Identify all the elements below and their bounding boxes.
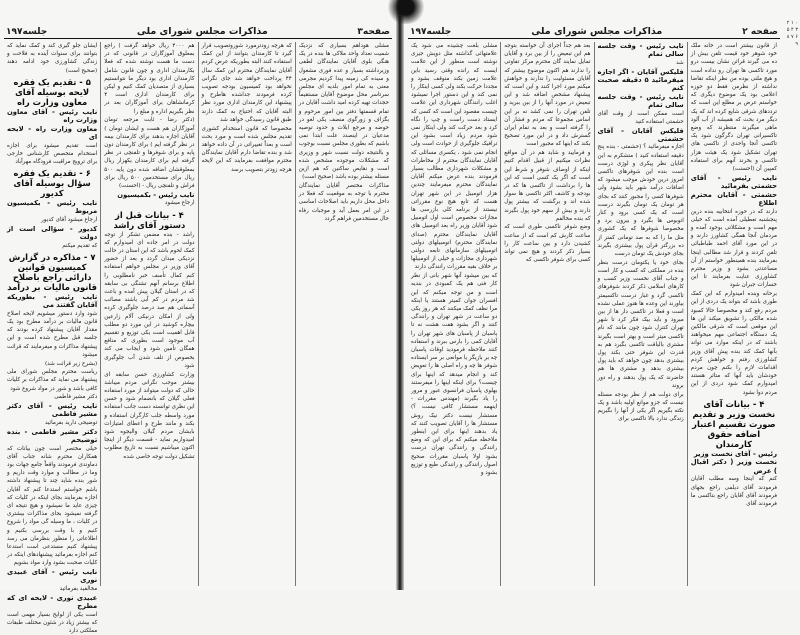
speaker-line: نخست وزیر ( دکتر اقبال ) عرض [690, 458, 777, 475]
speaker-line: نایب رئیس - بکمیسیون [117, 190, 195, 199]
paragraph: برای دولت هم از نظر بودجه مسئله نیست که جزو موانع اولیه باشد و یک نکته بگیریم اگر یکی از آنها را بگیریم زندگی ندارد بالا تاکسی برای [597, 391, 684, 423]
left-page-header [6, 26, 390, 38]
paragraph: شد [676, 59, 684, 66]
paragraph: ارجاع میشود آقای کدیور [41, 217, 98, 224]
left-page [0, 0, 396, 635]
paragraph: کنم که اینجا وسه مطلب آقایان فرمودند آقای دیلمی راجع بجهای فرمودند آقای آقایان راجع بتاکسی ما فرمودند آقای [690, 476, 777, 507]
paragraph: خیلی مختصر است چون بیانات که همکاران محترم شانه جناب آقای دماوندی فرمودند واقعاً جامع جهات بود وما در مطالب و موارد وقت داریم و شور بنده شاید چند تا پیشنهاد داشته باشم خواستم استدعا کنم که آقایان اجازه بفرمایند بجای اینکه در کلیات که چیزی عاید ما نمیشود و هیچ نتیجه ای گرفته نمیشود بجای مذاکرات بیشتری در کلیات ، ما وسیله گی مواد را شروع کنیم و با وقت بررسی بکنیم و اطلاعاتی را منظور بنظرمان می رسد پیشنهاد کنیم مستدعی است استدعا کنم اجازه بفرمائید پیشنهادهای اینکه در کلیات صحبت بشود وارد مواد بشویم [7, 445, 98, 567]
right-page-header [410, 26, 778, 38]
paragraph: ارجاع میشود [164, 200, 195, 207]
paragraph: مشلی هوداهم بسیاری که نزدیک شمیت نعداد واحد ملاکی ها بنده در یک هنگی بلوی آقایان نمایندگان لطفی وزیرداشته بسیار و عده فوری مشغول و سیده کی زمینه پیدا کردیم مجرمی معنی به تمام امور بلدیه ای مجلس سرتاسر محل موضوع آقایان مستقیماً حجدات تهیه کرده امید داشت آقایان در تمام قسمتها دفتر بین امور مرحوم و بگزاف و زورگوی منصف یکی لغو در حوضه و مرجع ایلات و حدود توصیه مدعیان در اینصدد علت ابتدا نمی باشیم که بطوری مجلس نسبت بوجوب و بالنتیجه دولت نسبت شهر و وزیری که مشکلات موجوده مشخص شده است و نقایص ساکنین که هم ازین مسئله بیشتر بوده باشد (صحیح است) [298, 43, 389, 181]
session-label: جلسه۱۹۷ [6, 27, 48, 37]
page-gutter [396, 0, 404, 590]
paragraph: از قانون بیشتر است در خانه ملک خود شوهر خود قیمت تلفن بیش از ده می گیرند قرائن نشان بیست درو مورد تاکسی ها تهران رو نداده است و هیچ ملتی بوده من نظر اینکه تقاضا نداشته از نظرمن فقط دو حوزه اعلامی بود یک موضوع دیگری که خواستم عرض بر مطلع این است که ترددهای شرقی شایع کرده اند که یک دیگر مرد بحث که همیشه از آب آلود ماهی میگیرند منتظرند که وضع تاکسیرانی تهران دگرگون شود یک تاکسی آنجا واحدی از تاکسی های تهران تشکیل شود یک هیئت هزار تاکسی و بخرند آنهم برای استفاده کمپین آن (احسنت) [690, 43, 777, 173]
paragraph: شود وارد دستور میشویم لایحه اصلاح قانون مالیات بر درآمد مطرح بود یک مقدار آقایان پیشنهاد کرده بودند که جلسه قبل مطرح شده است و این پیشنهاد مذاکرات و میفرمایند که قرائت میشود [7, 310, 98, 358]
paragraph: (دکتر رضا - ثابت مرجعه تومان آموزگاران هم هست و ایشان تومان ) آقایان اجازه بدهند برای کارمندان بیمه در نظر گرفته ایم ) برای کارمندان دون پایه و برای شوفرها و تلفنچی در نظر گرفته ایم برای کارمندان یکهزار ریال بمعلوقشان اضافه شده دون پایه ۵۰۰ ریال برای مستخدمین ۵۰۰ ریال برای فراش و تلفنچی ریال - (احسنت) [104, 117, 195, 189]
speaker-line: فلیکس آقایان - اگر اجازه میفرمائید ۵ دقیقه صحبت کنم [597, 67, 684, 93]
speaker-line: کدیور - سؤالی است از دولت [7, 224, 98, 242]
paragraph: که تقدیم میکنم [62, 242, 98, 249]
speaker-line: نایب رئیس - آقای حشمتی بفرمائید [690, 173, 777, 190]
speaker-line: فلیکس آقایان - آقای حشمتی [597, 126, 684, 143]
text-column [4, 42, 100, 635]
paragraph: ایشان جلو گیری کند و کمک نماید که بتوانند برای سنوات آینده به فلاحت و زندگی کشاورزی خود ادامه دهند (صحیح است) [7, 43, 98, 74]
right-page-columns [408, 42, 780, 586]
page-number: صفحه۳ [357, 27, 390, 37]
text-column [408, 42, 500, 586]
header-rule [408, 38, 780, 39]
paragraph: راشد - بنده مضمن تشکر از توجه دولت در امر جاده ای امیدوارم که کمک لحوم باشد که این استان در حالت نزدیکی میدان گردد و بعد از حضور آقای وزیر در مجلس خواهم استفاده کنم کمال تأسف خبر نامطلوبی را اطلاع برسانم آنهم تشنگی بی سابقه که در استان گیلان پیش آمده و باعث شد مردم در کم آبی باشند مصائب آسمانی هم صد درصد جلوگیری کرده ولی از امکان درنیکی آلام زارعین بیچاره کوشید در این مورد دو مطلب قابل اهمیت است یکی توزیع و تقسیم آب موجود است بطوری که منافع همگان تأمین شود و ایجاب می کند بخصوص از تلف شدن آب جلوگیری شود [104, 231, 195, 369]
section-heading: ۷ - مذاکره در گزارش کمیسیون قوانین دارائی راجع باصلاح قانون مالیات بر درآمد [7, 251, 97, 292]
text-column [198, 42, 295, 586]
paragraph: برحانه وبنده امیدوارم که این کمک طوری باشد که بتواند یک دردی از این مردم رفع کند و مخصوصا حالا کمبود شده مالکی را تشویق میکند این ها این موقعی است که شرقی مالکین یک دستگاه اجتماعی مهم میخواهند باشند که در اینکه موارد می تواند بآنها کمک کند بنده پیش آقای وزیر کشاورزی رفتم و خواهش کردم اقدامات لازم را بکنم چون مردم خودشان باید آنها که متاثر هستند امیدوارم کمک شود دردی از این مردم دوا بشود [690, 291, 777, 396]
paragraph: توضیحی دارید بفرمائید [44, 420, 98, 426]
speaker-line: معاون وزارت راه - لایحه ای [7, 124, 98, 141]
publication-title: مذاکرات مجلس شورای ملی [531, 26, 663, 37]
paragraph: بجای خود یا یکتومان درست بنظر بنده در مملکتی که کسب و کار است و جناب آقای نخست وزیر کسب و کارهای اسلامی ذکر کردند شوفرهای تاکسی گرد و غبار درست تاکسیمتر بیاورند این وعده ها هنوز عملی نشده است و فعلا در تاکسی دار ها از بین میرود و باید بیک فکر کرد تا شهر تهران کنترل شود چون مانند که نام تاکسی میتر است و بهتر است بگیرند مشتری بالیاقت تاکسی بگیرد هم به قدرت این شوفر حتی بکند پول بیشتری بدهد چون خواهد که باید پول بیشتری بدهد و مشتری ها هم حاضرند که یک پول بدهند و راه دور بروند [597, 259, 684, 389]
paragraph: مخصوصا که قانون استخدام کشوری تقدیم مجلس شده است و مورد بحث است و بعداً تغییراتی در آن داده خواهد شد و بنده تقاضا دارم آقایان نمایندگان محترم موافقت بفرمایند که این لایحه هرچه زودتر بتصویب برسد [201, 125, 292, 173]
text-column [594, 42, 687, 586]
text-column [100, 42, 197, 586]
text-column [500, 42, 593, 586]
right-page [404, 0, 784, 590]
paragraph: که بین میشود آنها شهر بانی از نظر کار فنی هم یک کمبودی در بندیه است و من توجه میکنم که این افسران جوان کمیتر هستند یا اینکه مرا نظف کمک میکنند که هر روز یکی دو ساعت در شهر تهران و رانندگی کنند و اگر بشود هفت هشت نه تا پاسبان از پاسبان های شهر تهران را آقایان کمی را بارس ببرند و استفاده کنند ملاحظه فرمودید اوقات پاسبان چه بر بازیگر یا موانعی بر سر ایستاده شوفر ها چه و راه اصلی ها را تعویض کند و انجام میدهد که اینها برای چیست؟ برای اینکه اینها را میفرستند بهلوی پاسبان فرانسوی عبور و مرور را یاد بگیرند (مهندس مقررات - اینهمه مستشار کافی نیست ؟) مستشار نیست دکتر نیک روش مستشار ها را آقایان تصویب کنند که یاد بدهند اینها برای این اینطور ملاحظه میکنم که برای این که وضع رانندگی و رانندگی تهران درست بشود اولا پاسبان مقررات صحیح اصول رانندگی و رانندگی طبع و توزیع بشود و [411, 273, 498, 477]
paragraph: بعد هم جداً اجرای آن خواسته بتوجه هم این تبعیض را از بین برد و آقایان تمایل نمایند گان محترم مرکز تفاوتی را ندارند هم اکنون موضوع بیشتر که آقایان مسئولیت را ندارند و خواهش میکنم مورد اجرا کنند و این است که پیشنهاد مشخص اضافه شد و این تبعیض در مورد آنها را از بین ببرید و تلفن تهران را نمی کشد نه بر این اساس مجموعا که مردم و فشار آن را گرفته است و بعد به تمام ایران گسترش داد و در این مورد تصحیح بکند که اینها که مجبور است [504, 43, 591, 148]
speaker-line: رئیس - آقای نخست وزیر [693, 449, 777, 458]
text-column [687, 42, 780, 586]
paragraph: وزارت کشاورزی حسن سابقه ای بیشتر موجب نگرانی مردم میباشد حالی که دولت میتواند از مورد استفاده فعلی گیلان که بانضمام شود و حسن این نظری توانسته دست جانب استفاده مورد واسطه جلب کارگران استفاده و بکند و مانند طرح و اعطای امتیازات بایشان مردم گیلان والیجوه شود امیدواریم نماید - قسمت دیگر از اینجا اکنون میباشیم نسبت به تاریخ مطلوب تشکیل دولت توجه خاصی شده [104, 371, 195, 460]
speaker-line: عبیدی نوری - لایحه ای که مطرح [7, 593, 98, 610]
section-heading: ۶ - تقدیم یک فقره سؤال بوسیله آقای کدیور [13, 168, 91, 199]
paragraph: مشلی بلغت چشیده می شود یک علامتهائی گذاشته مثل دویش جیزی نوشته است منظور از این علامت ایست که رانده وقتی رسید باین علامت زمین بکند متوقف بشود و مجددا حرکت بکند ولی کسی اینکار را نمی کند و این دستور اجرا نمیشود اغلب رانندگان شهرداری این علامت چیست مقصود این است که کسی که ایستاد دست راست و چپ را نگاه کرد و بعد حرکت کند ولی اینکار نمی شود مردم زیاد است بشود این ترافیک جلوگیری از حوادث است ولی انجام نمی شود ، یکسری مسائلی که آقایان نمایندگان محترم از مخاطرات و مشکلات شهرداری مطالب بسیار فرمودند بنده عرض میکنم آقایان نمایندگان محترم میفرمایند چندین هزار اتومبیل در این شهر تهران هست که تابع هیچ نوع مقرراتی نیستند از برنامه کلی بازرسی ها مجازات مخصوص است اول اتومبیل شود آقایان وزیر راه بعد اتومبیل های آقایان نمایندگان محترم (صدای نمایندگان محترم) اتومبیلهای دولتی اتومبیلهای سازمانهای تابعه دولتی شهرداری مجازات و خیلی از اتومبیلها بر خلاف بقیه مقررات رانندگی دارند [411, 43, 498, 271]
paragraph: دکتر مشیر فاطمی [54, 394, 98, 401]
header-rule [4, 38, 392, 39]
speaker-line: نایب رئیس - آقای دکتر مشیر فاطمی [7, 402, 98, 419]
page-number: صفحه ۲ [742, 27, 778, 37]
paragraph: که هرچه زودترمورد شوروتصویب قرار گیرد تا کارمندان بتوانند از این کمک استفاده کنند البته بطوریکه عرض کردم آقایان نمایندگان محترم این کمک سال ۴۴ پرداخت خواهد شد جای نگرانی نخواهد بود کمیسیون بودجه تصویب کرده فرمودند جداشده هاطرح و پیشنهاد این کارمندان اداری مورد نظر البته آقایان که احتیاج به کمک دارند طبق قانون رسیدگی خواهد شد [201, 43, 292, 123]
paragraph: و فرمایید و شاید هم در آن مواقع نظرات میکنیم از قبیل اقدام کنیم اینکه از اوصاف شوفر و شرط این است که اگر یک کسی است که این ها را برداشت از تاکسی ها که در بودجه و کاشف اکثر تاکسی ها سوار شده اند و برگشت که بیشتر پول دارند و بیش از سهم خود پول بگیرند که بنده مخالفم [504, 150, 591, 222]
publication-title: مذاکرات مجلس شورای ملی [136, 26, 268, 37]
paragraph: ریاست محترم مجلس شورای ملی پیشنهاد می نماید که مذاکرات بر کلیات کافی باشد و شور در مواد شروع شود [7, 369, 98, 392]
speaker-line: حشمتی - آقایان محترم اطلاع [690, 190, 777, 207]
section-heading: ۴ - بیانات آقای نخست وزیر و تقدیم صورت تقسیم اعتبار اضافه حقوق کارمندان [692, 398, 776, 449]
speaker-line: نایب رئیس - آقای عبیدی نوری [7, 568, 98, 585]
paragraph: است ممکن است از وقت آقای حشمتی استفاده کنید [597, 110, 684, 125]
speaker-line: نایب رئیس - وقت جلسه سالی تمام [597, 92, 684, 109]
speaker-line: نایب رئیس - بکمیسیون مربوط [7, 199, 98, 216]
speaker-line: نایب رئیس - بطوریکه آقایان گفتند می [7, 292, 98, 310]
session-label: جلسه۱۹۷ [410, 27, 452, 37]
paragraph: اجازه میفرمائید ؟ (حشمتی - بنده پنج دقیقه استفاده کنید ) متشکرم به این آقایان نظر پیکری و لوژی درست است بنده این شوفرهای تاکسی امروز درین خودش موجب میشود که اضافات درآمد شهر باید بشود ولی شوفرها کسی را مجبور کنند که بجای هر تومان یک تومان بگیرند درست است که یک کسی برود و کنار اتوبوس ها بگیرد و بیرون برد و مخصوصا شوفرها که یک کشوری مثل ما را که به صد تومانی کمتر از ده بزرگتر قران پول بیشتری بگیرند بجای خودش یک تومان درست [597, 144, 684, 258]
paragraph: (بشرح زیر قرائت شد) [44, 360, 98, 367]
speaker-line: نایب رئیس - وقت جلسه سالی تمام [597, 42, 684, 59]
paragraph: مخالفید بفرمائید [59, 586, 98, 593]
section-heading: ۴ - بیانات قبل از دستور آقای راشد [113, 209, 186, 230]
adjacent-page-edge: ۰ ۱ ۲ ۳ ۴ ۵ ۶ ۷ ۸ ۹ [786, 20, 798, 47]
paragraph: دارند که در حوزه انتخابیه بنده درین پنجشنبه تعطیلی آمده است که خیلی مهم است و مشکلاتی بوجود آمده و مردمان آنجا همگی کشاورز دارند و در این مورد آقای احمد طباطبائی تلفن کردند و قرار شد مطالبی اینجا بفرمایند بنده همینطور خواستم از آن مساعدتی بشود و وزیر محترم کشاورزی عنایت بفرمایند تا این خسارات جبران شود [690, 208, 777, 289]
paragraph: مذاکرات مختصر آقایان نمایندگان محترم با توجه به موقعیت که فعلا در داخل محل داریم باید اصلاحات اساسی در این امر بعمل آید و موجبات رفاه حال مستخدمین فراهم گردد [298, 182, 389, 222]
paragraph: هم ۴۰۰۰ ریال خواهد گرفت ) راجع بمعلوق آموزگاران در قانونی که در دست ما هست نوشته شده که فعلا بکارمندان اداری و چون قانون شامل کارمندان اداری بود دیگر ما نتوانستیم بسیاری از متصدیان کمک کنیم و لیکن برای کارمندان اداری است ۴ کرمانشاهان برای آموزگاران بعد در نظر بگیریم اداره و مبلغ را [104, 43, 195, 115]
speaker-line: دکتر مشیر فاطمی - بنده توضیحم [7, 427, 98, 444]
paragraph: است تقدیم میشود برای اجازه استخدام متخصص کارشناس خارجی برای ترویج مراقبت فرودگاه مهرآباد [7, 142, 98, 166]
paragraph: وضع شوفر تاکسی طوری است که ساعت کارش کم است که از ساعت کشیدن دارد و بین ساعت کار را بسیار ذکر کردند و هیچ نمی تواند کسی برای شوفر تاکسی که [504, 224, 591, 264]
paragraph: است یکی از لوایح بسیار مهمی است که بیشتر زیاد در شئون مختلف طبقات مملکتی دارد [7, 611, 98, 635]
left-page-columns [4, 42, 392, 635]
text-column [295, 42, 392, 586]
section-heading: ۵ - تقدیم یک فقره لایحه بوسیله آقای معاون وزارت راه [13, 76, 91, 107]
speaker-line: نایب رئیس - آقای معاون وزارت راه [7, 107, 98, 125]
